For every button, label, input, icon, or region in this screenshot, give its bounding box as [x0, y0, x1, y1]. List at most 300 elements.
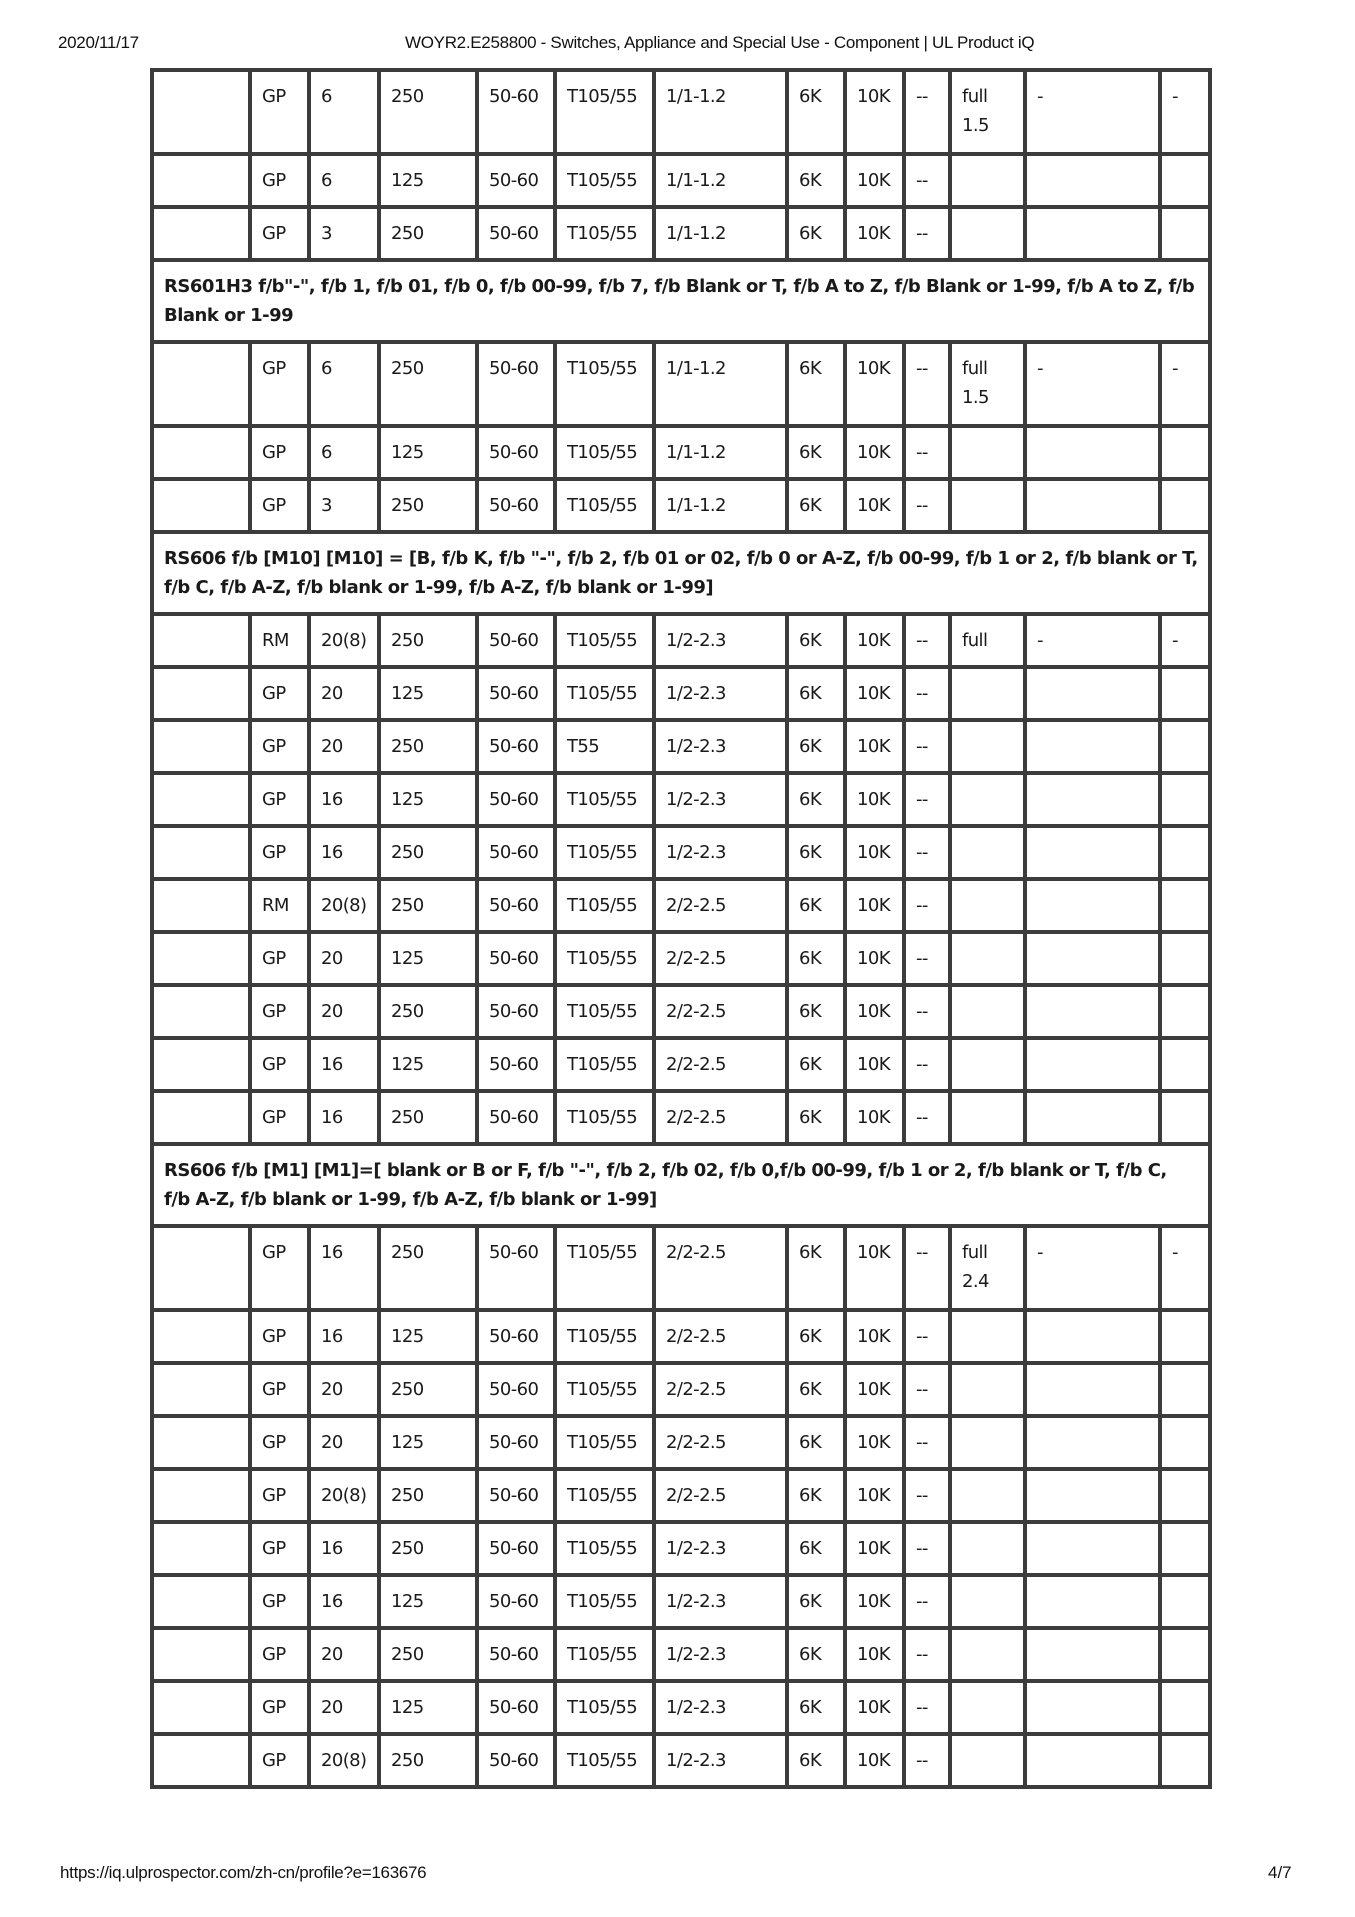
- table-cell: GP: [250, 342, 309, 426]
- table-row: [152, 1734, 1210, 1787]
- table-cell: 50-60: [477, 773, 555, 826]
- table-cell: [950, 1416, 1025, 1469]
- table-cell: [152, 879, 250, 932]
- table-cell: 2/2-2.5: [654, 1091, 787, 1144]
- table-cell: 6K: [787, 154, 845, 207]
- table-cell: [1160, 1310, 1210, 1363]
- table-cell: GP: [250, 1469, 309, 1522]
- table-cell: [152, 70, 250, 154]
- table-cell: [152, 1038, 250, 1091]
- table-cell: 6: [309, 70, 379, 154]
- table-cell: [1025, 479, 1160, 532]
- table-cell: 6: [309, 342, 379, 426]
- table-cell: 250: [379, 1091, 477, 1144]
- table-cell: 50-60: [477, 614, 555, 667]
- table-cell: [1025, 426, 1160, 479]
- table-cell: 20: [309, 985, 379, 1038]
- table-cell: 2/2-2.5: [654, 879, 787, 932]
- table-cell: [1160, 826, 1210, 879]
- table-cell: 10K: [845, 1038, 904, 1091]
- table-cell: [1160, 1628, 1210, 1681]
- table-cell: 1/2-2.3: [654, 720, 787, 773]
- table-cell: [950, 879, 1025, 932]
- table-cell: 10K: [845, 932, 904, 985]
- table-cell: --: [904, 207, 950, 260]
- table-cell: 6K: [787, 1681, 845, 1734]
- table-cell: T105/55: [555, 1310, 654, 1363]
- table-cell: T105/55: [555, 826, 654, 879]
- table-cell: GP: [250, 154, 309, 207]
- table-cell: 16: [309, 1310, 379, 1363]
- table-cell: [1025, 985, 1160, 1038]
- table-cell: [950, 1091, 1025, 1144]
- table-cell: 1/2-2.3: [654, 1681, 787, 1734]
- table-cell: [950, 154, 1025, 207]
- table-cell: 1/1-1.2: [654, 207, 787, 260]
- table-cell: [152, 1469, 250, 1522]
- table-cell: --: [904, 826, 950, 879]
- table-cell: GP: [250, 773, 309, 826]
- table-cell: GP: [250, 1734, 309, 1787]
- table-cell: [1160, 479, 1210, 532]
- table-cell: 6K: [787, 879, 845, 932]
- table-cell: 6K: [787, 1734, 845, 1787]
- table-cell: 2/2-2.5: [654, 1416, 787, 1469]
- table-cell: 125: [379, 932, 477, 985]
- table-cell: [950, 985, 1025, 1038]
- table-cell: --: [904, 1522, 950, 1575]
- table-row: [152, 426, 1210, 479]
- table-cell: 10K: [845, 479, 904, 532]
- table-cell: [1160, 1363, 1210, 1416]
- table-row: [152, 1416, 1210, 1469]
- table-cell: 1/2-2.3: [654, 614, 787, 667]
- table-cell: 6K: [787, 1038, 845, 1091]
- table-cell: [1025, 826, 1160, 879]
- table-cell: 50-60: [477, 1681, 555, 1734]
- table-row: [152, 1628, 1210, 1681]
- table-cell: [152, 154, 250, 207]
- table-cell: 6K: [787, 70, 845, 154]
- table-cell: --: [904, 1226, 950, 1310]
- table-cell: [950, 1681, 1025, 1734]
- table-cell: 10K: [845, 1469, 904, 1522]
- table-cell: --: [904, 614, 950, 667]
- table-cell: [1160, 1681, 1210, 1734]
- table-cell: [152, 426, 250, 479]
- table-cell: [1160, 1416, 1210, 1469]
- table-cell: T105/55: [555, 932, 654, 985]
- table-row: [152, 773, 1210, 826]
- table-cell: 2/2-2.5: [654, 1038, 787, 1091]
- table-cell: 1/1-1.2: [654, 70, 787, 154]
- table-cell: 1/1-1.2: [654, 479, 787, 532]
- section-title: RS606 f/b [M1] [M1]=[ blank or B or F, f/b "-", f/b 2, f/b 02, f/b 0,f/b 00-99, f/b 1 or 2, f/b blank or T, f/b C, f/b A-Z, f/b blank or 1-99, f/b A-Z, f/b blank or 1-99]: [152, 1144, 1210, 1226]
- table-cell: [1025, 773, 1160, 826]
- table-cell: --: [904, 154, 950, 207]
- table-cell: [152, 342, 250, 426]
- table-cell: 250: [379, 1522, 477, 1575]
- table-cell: 50-60: [477, 1628, 555, 1681]
- table-cell: 50-60: [477, 154, 555, 207]
- table-cell: [1025, 1310, 1160, 1363]
- table-cell: [152, 773, 250, 826]
- table-cell: GP: [250, 1628, 309, 1681]
- table-cell: 1/1-1.2: [654, 426, 787, 479]
- table-cell: 6K: [787, 1310, 845, 1363]
- section-title: RS601H3 f/b"-", f/b 1, f/b 01, f/b 0, f/b 00-99, f/b 7, f/b Blank or T, f/b A to Z, f/b Blank or 1-99, f/b A to Z, f/b Blank or 1-99: [152, 260, 1210, 342]
- table-cell: GP: [250, 479, 309, 532]
- table-cell: [152, 207, 250, 260]
- table-cell: [950, 1734, 1025, 1787]
- page-title: WOYR2.E258800 - Switches, Appliance and Special Use - Component | UL Product iQ: [405, 33, 1035, 52]
- table-cell: 125: [379, 1575, 477, 1628]
- table-cell: 1/1-1.2: [654, 154, 787, 207]
- table-row: [152, 1038, 1210, 1091]
- table-cell: --: [904, 879, 950, 932]
- table-cell: 50-60: [477, 1416, 555, 1469]
- page-number: 4/7: [1268, 1863, 1292, 1882]
- table-cell: 250: [379, 1628, 477, 1681]
- table-cell: 125: [379, 1038, 477, 1091]
- table-cell: [1025, 1363, 1160, 1416]
- table-cell: [1025, 1681, 1160, 1734]
- table-cell: [152, 479, 250, 532]
- table-cell: 6K: [787, 1416, 845, 1469]
- table-cell: [1025, 932, 1160, 985]
- table-cell: 6K: [787, 773, 845, 826]
- table-cell: 6K: [787, 614, 845, 667]
- ratings-table: [150, 68, 1212, 1789]
- table-cell: 10K: [845, 773, 904, 826]
- table-cell: [1160, 1469, 1210, 1522]
- table-cell: [950, 720, 1025, 773]
- table-row: [152, 1522, 1210, 1575]
- table-cell: [1160, 1575, 1210, 1628]
- table-cell: T105/55: [555, 70, 654, 154]
- table-cell: 16: [309, 1522, 379, 1575]
- table-cell: 250: [379, 1226, 477, 1310]
- table-cell: 6K: [787, 720, 845, 773]
- table-cell: full 1.5: [950, 70, 1025, 154]
- table-cell: 250: [379, 70, 477, 154]
- table-cell: [950, 1363, 1025, 1416]
- table-cell: GP: [250, 826, 309, 879]
- table-cell: 250: [379, 1363, 477, 1416]
- table-cell: [152, 1310, 250, 1363]
- table-cell: 50-60: [477, 1363, 555, 1416]
- table-cell: T105/55: [555, 773, 654, 826]
- table-cell: -: [1025, 342, 1160, 426]
- table-cell: 16: [309, 1575, 379, 1628]
- table-cell: 3: [309, 207, 379, 260]
- table-cell: 10K: [845, 207, 904, 260]
- table-cell: [1160, 985, 1210, 1038]
- table-row: [152, 1226, 1210, 1310]
- table-cell: 10K: [845, 70, 904, 154]
- table-cell: 6K: [787, 1226, 845, 1310]
- table-cell: [152, 1416, 250, 1469]
- table-cell: 250: [379, 879, 477, 932]
- table-cell: 20: [309, 1628, 379, 1681]
- table-cell: 20: [309, 932, 379, 985]
- table-cell: T105/55: [555, 985, 654, 1038]
- table-cell: GP: [250, 426, 309, 479]
- table-cell: 20(8): [309, 1469, 379, 1522]
- table-cell: full: [950, 614, 1025, 667]
- section-header-row: [152, 532, 1210, 614]
- table-cell: -: [1160, 614, 1210, 667]
- table-cell: 1/2-2.3: [654, 667, 787, 720]
- table-cell: 50-60: [477, 479, 555, 532]
- table-cell: [1160, 720, 1210, 773]
- table-cell: 50-60: [477, 826, 555, 879]
- table-cell: [950, 826, 1025, 879]
- table-cell: T105/55: [555, 342, 654, 426]
- table-cell: 50-60: [477, 1522, 555, 1575]
- table-cell: 250: [379, 985, 477, 1038]
- table-cell: 10K: [845, 1522, 904, 1575]
- table-body: [152, 70, 1210, 1787]
- table-cell: 250: [379, 207, 477, 260]
- table-cell: 6K: [787, 479, 845, 532]
- table-cell: [1025, 1628, 1160, 1681]
- table-cell: [950, 426, 1025, 479]
- table-row: [152, 1469, 1210, 1522]
- table-cell: 125: [379, 1310, 477, 1363]
- table-cell: 20: [309, 1681, 379, 1734]
- table-cell: 250: [379, 342, 477, 426]
- table-cell: 50-60: [477, 426, 555, 479]
- table-cell: [950, 1575, 1025, 1628]
- table-cell: [950, 1628, 1025, 1681]
- table-cell: [950, 1522, 1025, 1575]
- table-cell: [152, 614, 250, 667]
- table-cell: [152, 1575, 250, 1628]
- table-cell: [1025, 1469, 1160, 1522]
- table-cell: [1160, 154, 1210, 207]
- table-cell: 125: [379, 426, 477, 479]
- table-cell: T105/55: [555, 1469, 654, 1522]
- table-cell: --: [904, 70, 950, 154]
- table-cell: GP: [250, 1091, 309, 1144]
- table-cell: 50-60: [477, 1310, 555, 1363]
- table-cell: 1/2-2.3: [654, 826, 787, 879]
- table-cell: T105/55: [555, 1416, 654, 1469]
- table-cell: [1160, 879, 1210, 932]
- table-cell: 16: [309, 826, 379, 879]
- table-cell: 10K: [845, 614, 904, 667]
- table-cell: [152, 1734, 250, 1787]
- table-cell: T105/55: [555, 879, 654, 932]
- table-cell: 6K: [787, 207, 845, 260]
- table-row: [152, 479, 1210, 532]
- table-cell: --: [904, 1734, 950, 1787]
- table-cell: T105/55: [555, 426, 654, 479]
- table-row: [152, 342, 1210, 426]
- table-cell: 10K: [845, 154, 904, 207]
- table-cell: [1160, 1091, 1210, 1144]
- table-cell: 1/2-2.3: [654, 1522, 787, 1575]
- table-cell: 10K: [845, 1226, 904, 1310]
- table-cell: -: [1160, 342, 1210, 426]
- table-cell: [950, 1310, 1025, 1363]
- table-cell: --: [904, 479, 950, 532]
- table-cell: -: [1025, 70, 1160, 154]
- table-cell: 250: [379, 1734, 477, 1787]
- section-header-row: [152, 1144, 1210, 1226]
- table-cell: 2/2-2.5: [654, 1310, 787, 1363]
- table-cell: T105/55: [555, 479, 654, 532]
- table-cell: T105/55: [555, 1681, 654, 1734]
- table-cell: 6K: [787, 1628, 845, 1681]
- table-cell: GP: [250, 1416, 309, 1469]
- table-cell: GP: [250, 1038, 309, 1091]
- table-cell: 6K: [787, 1469, 845, 1522]
- table-cell: T55: [555, 720, 654, 773]
- table-cell: [950, 207, 1025, 260]
- table-cell: [950, 479, 1025, 532]
- table-cell: --: [904, 1575, 950, 1628]
- table-cell: [1160, 1734, 1210, 1787]
- table-row: [152, 932, 1210, 985]
- table-cell: GP: [250, 720, 309, 773]
- table-cell: 6K: [787, 1522, 845, 1575]
- table-cell: [1025, 879, 1160, 932]
- table-cell: 1/2-2.3: [654, 773, 787, 826]
- table-cell: T105/55: [555, 1038, 654, 1091]
- table-cell: GP: [250, 932, 309, 985]
- table-cell: 3: [309, 479, 379, 532]
- table-cell: 10K: [845, 1091, 904, 1144]
- table-row: [152, 154, 1210, 207]
- table-cell: 10K: [845, 342, 904, 426]
- table-cell: --: [904, 985, 950, 1038]
- table-cell: 50-60: [477, 1575, 555, 1628]
- table-cell: 16: [309, 1226, 379, 1310]
- table-cell: [1025, 1416, 1160, 1469]
- table-cell: [152, 1522, 250, 1575]
- table-cell: T105/55: [555, 614, 654, 667]
- table-cell: --: [904, 1681, 950, 1734]
- table-cell: [1160, 426, 1210, 479]
- table-cell: 50-60: [477, 1091, 555, 1144]
- table-cell: 10K: [845, 985, 904, 1038]
- table-cell: T105/55: [555, 1575, 654, 1628]
- table-cell: T105/55: [555, 1628, 654, 1681]
- table-cell: T105/55: [555, 1091, 654, 1144]
- table-cell: full 1.5: [950, 342, 1025, 426]
- table-cell: --: [904, 720, 950, 773]
- table-cell: [1025, 720, 1160, 773]
- table-cell: [152, 932, 250, 985]
- table-cell: --: [904, 773, 950, 826]
- table-cell: --: [904, 1363, 950, 1416]
- table-cell: [1025, 154, 1160, 207]
- table-cell: 50-60: [477, 207, 555, 260]
- table-cell: 2/2-2.5: [654, 1363, 787, 1416]
- table-cell: [152, 720, 250, 773]
- table-row: [152, 1575, 1210, 1628]
- table-cell: [1160, 773, 1210, 826]
- table-cell: GP: [250, 1681, 309, 1734]
- table-cell: -: [1160, 70, 1210, 154]
- table-cell: 250: [379, 1469, 477, 1522]
- table-cell: 50-60: [477, 932, 555, 985]
- table-cell: 10K: [845, 1575, 904, 1628]
- table-cell: [1025, 1522, 1160, 1575]
- table-cell: --: [904, 1091, 950, 1144]
- table-cell: [1160, 1522, 1210, 1575]
- table-cell: 20: [309, 667, 379, 720]
- table-cell: RM: [250, 879, 309, 932]
- table-row: [152, 826, 1210, 879]
- table-cell: [152, 1681, 250, 1734]
- table-cell: T105/55: [555, 1363, 654, 1416]
- table-cell: 16: [309, 1038, 379, 1091]
- table-cell: 10K: [845, 1310, 904, 1363]
- table-cell: 125: [379, 773, 477, 826]
- table-cell: --: [904, 342, 950, 426]
- section-title: RS606 f/b [M10] [M10] = [B, f/b K, f/b "-", f/b 2, f/b 01 or 02, f/b 0 or A-Z, f/b 00-99, f/b 1 or 2, f/b blank or T, f/b C, f/b A-Z, f/b blank or 1-99, f/b A-Z, f/b blank or 1-99]: [152, 532, 1210, 614]
- table-cell: [1160, 207, 1210, 260]
- table-cell: GP: [250, 1363, 309, 1416]
- table-cell: 6K: [787, 667, 845, 720]
- table-cell: [950, 932, 1025, 985]
- table-row: [152, 1681, 1210, 1734]
- table-cell: 10K: [845, 1363, 904, 1416]
- table-cell: 50-60: [477, 667, 555, 720]
- table-cell: 6K: [787, 985, 845, 1038]
- table-cell: 10K: [845, 426, 904, 479]
- table-cell: 2/2-2.5: [654, 985, 787, 1038]
- table-cell: full 2.4: [950, 1226, 1025, 1310]
- table-cell: GP: [250, 1522, 309, 1575]
- table-cell: 20(8): [309, 614, 379, 667]
- table-row: [152, 1091, 1210, 1144]
- table-cell: 50-60: [477, 720, 555, 773]
- table-cell: [1160, 932, 1210, 985]
- table-row: [152, 1310, 1210, 1363]
- table-cell: [1025, 1091, 1160, 1144]
- table-cell: 50-60: [477, 1734, 555, 1787]
- table-cell: 6K: [787, 1091, 845, 1144]
- table-cell: [152, 1226, 250, 1310]
- table-row: [152, 207, 1210, 260]
- table-cell: 10K: [845, 879, 904, 932]
- table-cell: 10K: [845, 667, 904, 720]
- table-cell: [950, 1469, 1025, 1522]
- table-row: [152, 614, 1210, 667]
- table-cell: --: [904, 667, 950, 720]
- table-cell: [1160, 667, 1210, 720]
- table-cell: 20: [309, 1416, 379, 1469]
- table-cell: GP: [250, 985, 309, 1038]
- table-cell: --: [904, 426, 950, 479]
- table-cell: GP: [250, 207, 309, 260]
- table-row: [152, 879, 1210, 932]
- table-cell: 20(8): [309, 1734, 379, 1787]
- table-cell: 250: [379, 614, 477, 667]
- table-cell: 20(8): [309, 879, 379, 932]
- table-cell: [152, 826, 250, 879]
- table-cell: 10K: [845, 1734, 904, 1787]
- table-cell: [152, 985, 250, 1038]
- table-cell: T105/55: [555, 154, 654, 207]
- table-cell: 6K: [787, 932, 845, 985]
- table-cell: 125: [379, 154, 477, 207]
- table-cell: [950, 667, 1025, 720]
